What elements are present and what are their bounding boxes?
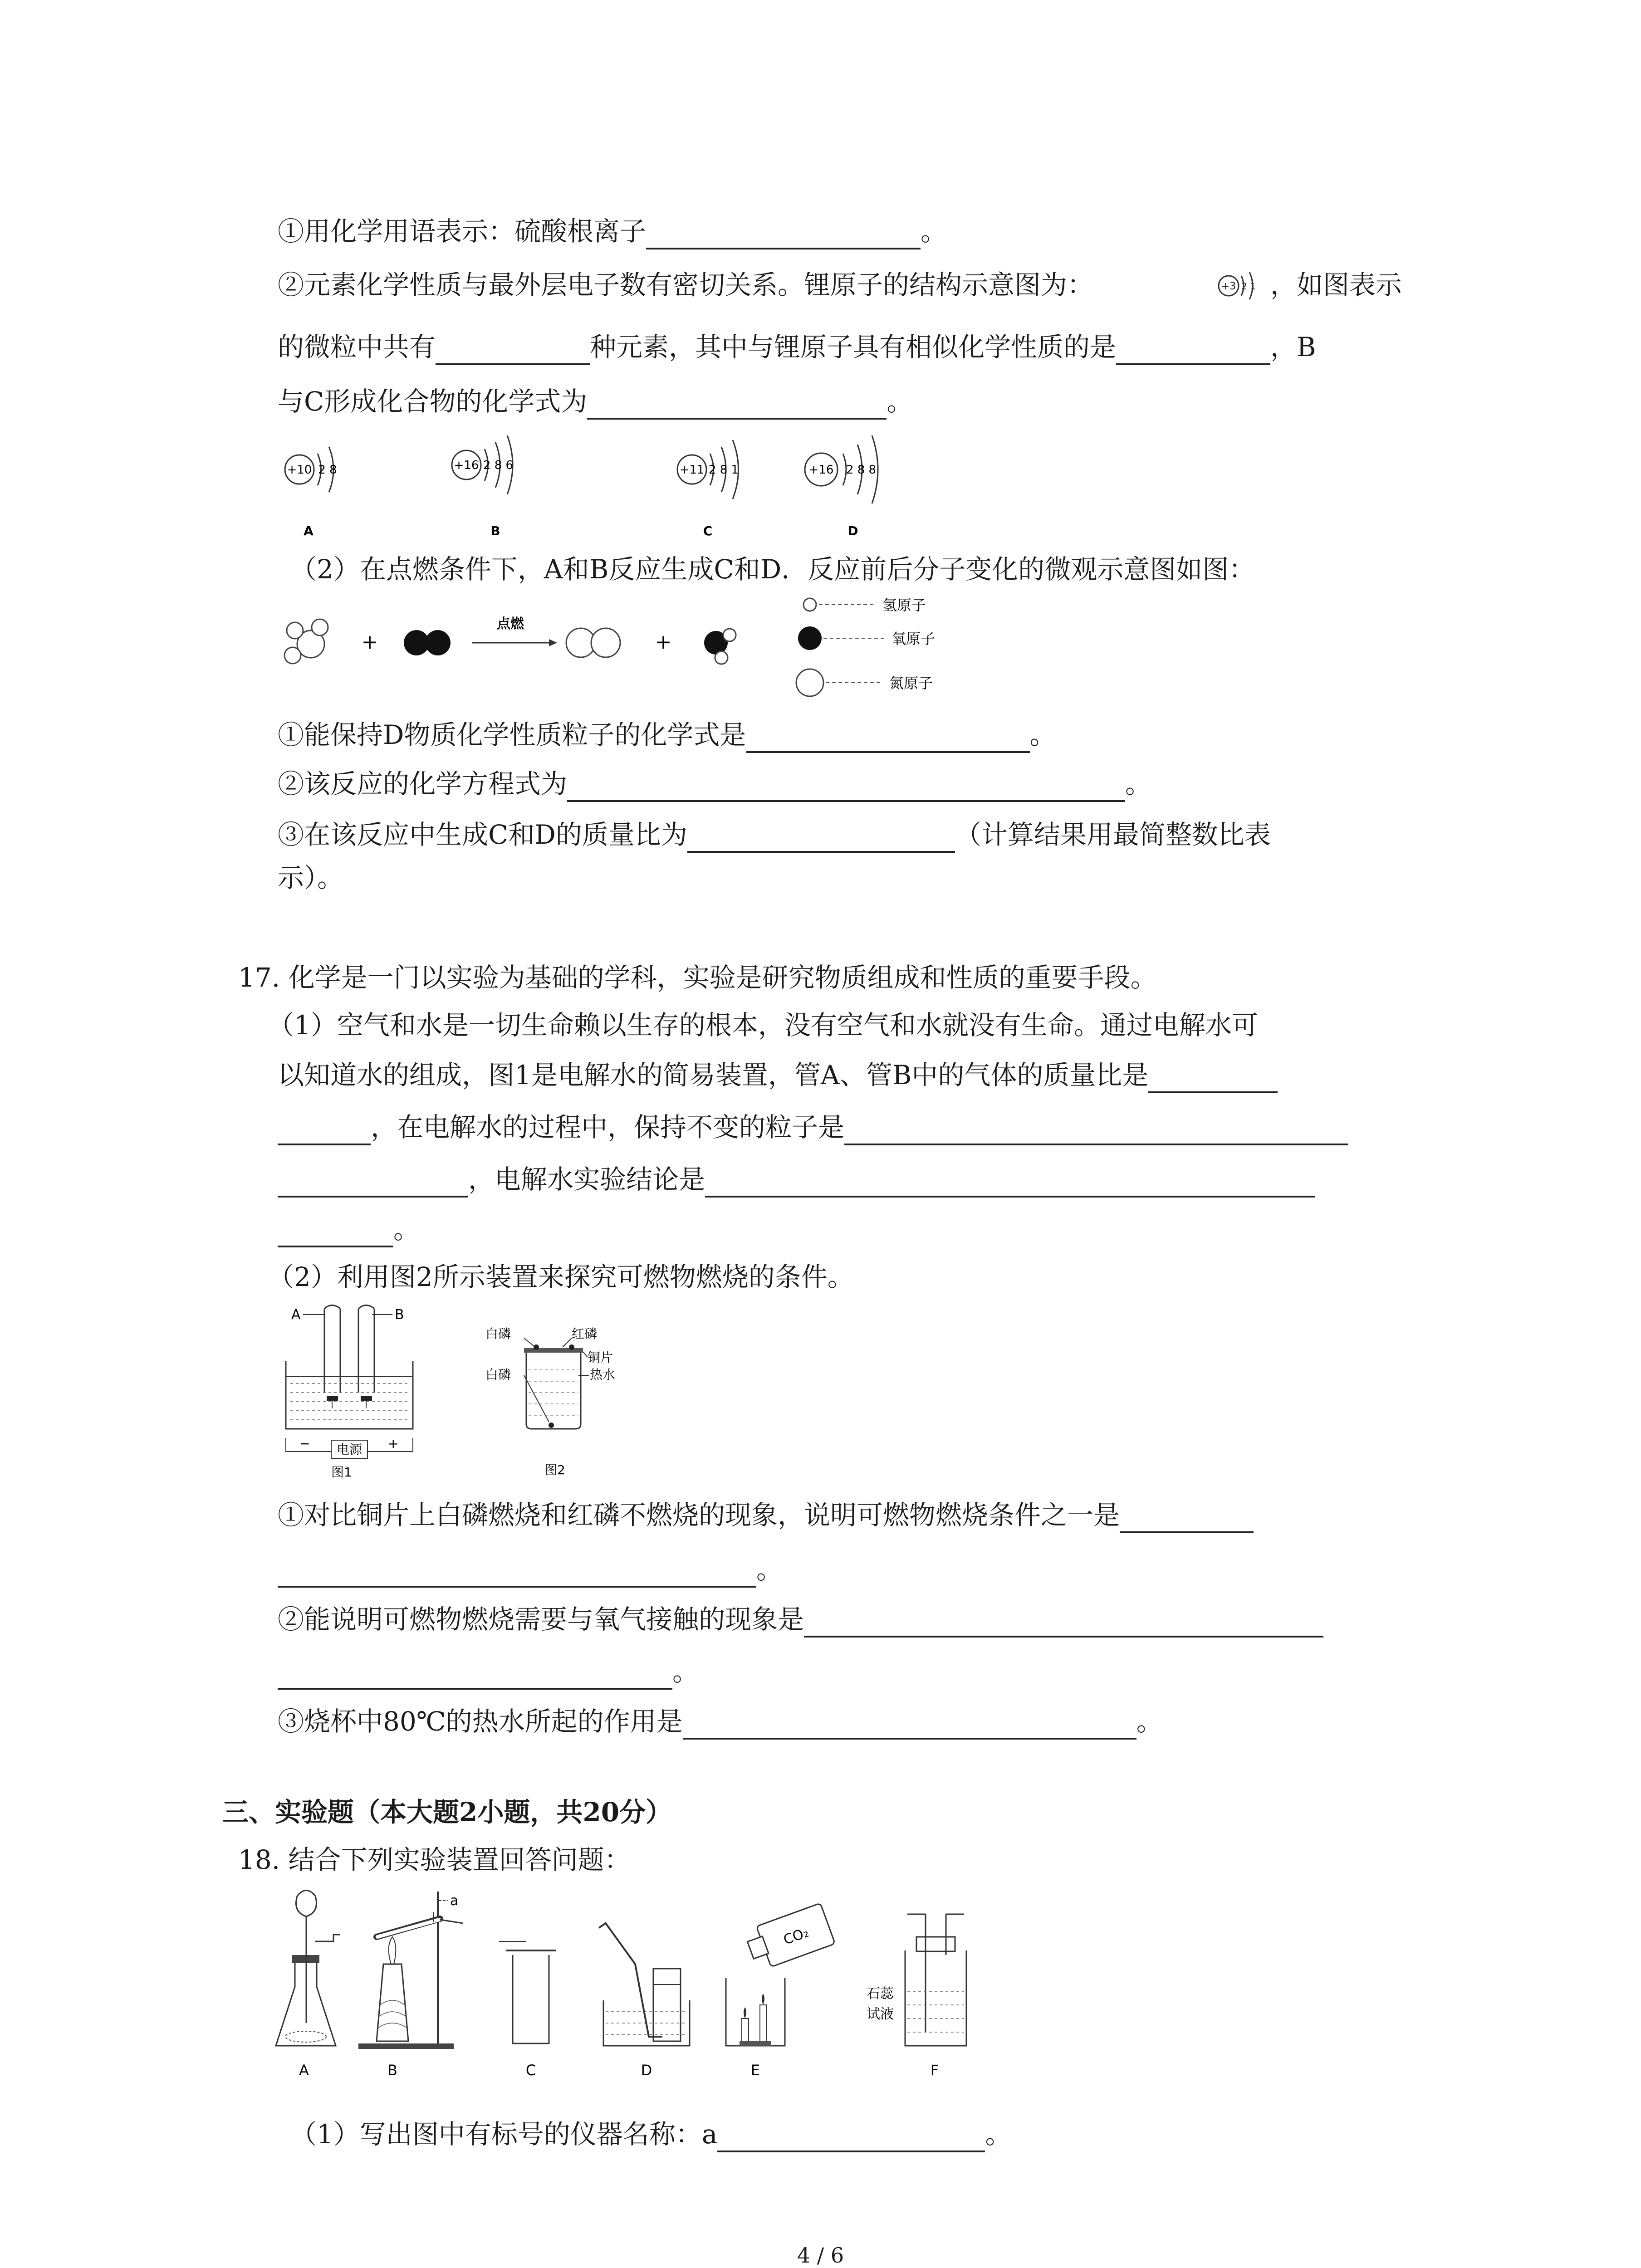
svg-text:B: B (387, 2062, 397, 2079)
lab-apparatus-diagram (272, 1887, 998, 2091)
svg-text:A: A (304, 523, 314, 538)
apparatus-E (726, 1903, 835, 2079)
svg-text:A: A (299, 2062, 309, 2079)
q17-p1d: ，电解水实验结论是 (278, 1161, 1315, 1198)
blank-d-formula[interactable] (746, 724, 1030, 753)
blank-conclusion-part2[interactable] (278, 1218, 393, 1247)
q17-p2: （2）利用图2所示装置来探究可燃物燃烧的条件。 (268, 1261, 854, 1292)
q16-part2: （2）在点燃条件下，A和B反应生成C和D．反应前后分子变化的微观示意图如图： (290, 554, 1255, 585)
reaction-diagram (272, 592, 998, 710)
blank-conclusion-part1[interactable] (705, 1168, 1315, 1198)
svg-text:热水: 热水 (590, 1367, 616, 1382)
q17-sub2: ②能说明可燃物燃烧需要与氧气接触的现象是 (278, 1601, 1323, 1637)
q18-p1: （1）写出图中有标号的仪器名称：a 。 (290, 2116, 1012, 2152)
apparatus-C (499, 1941, 556, 2079)
molecule-A (284, 619, 328, 664)
figure-1-electrolysis (281, 1302, 463, 1479)
q16-sub3: ③在该反应中生成C和D的质量比为 （计算结果用最简整数比表 (278, 816, 1271, 853)
q17-p1e: 。 (278, 1211, 420, 1247)
q16-line-3: 的微粒中共有 种元素，其中与锂原子具有相似化学性质的是 ，B (278, 329, 1316, 365)
molecule-D (704, 629, 736, 664)
molecule-B (404, 630, 451, 655)
svg-text:2 8: 2 8 (318, 463, 337, 477)
q18-stem: 18. 结合下列实验装置回答问题： (238, 1844, 631, 1875)
li-shells: 2 1 (1241, 281, 1256, 292)
svg-text:试液: 试液 (867, 2006, 894, 2022)
q16-sub3-cont: 示）。 (278, 862, 344, 893)
apparatus-D (599, 1923, 690, 2079)
blank-mass-ratio-ab-part1[interactable] (1148, 1064, 1278, 1093)
blank-mass-ratio-ab-part2[interactable] (278, 1116, 371, 1145)
q16-sub2: ②该反应的化学方程式为 。 (278, 766, 1151, 802)
apparatus-F (867, 1914, 966, 2079)
svg-text:+: + (361, 631, 378, 654)
q17-sub3: ③烧杯中80℃的热水所起的作用是 。 (278, 1703, 1163, 1740)
q16-l1-text: ①用化学用语表示：硫酸根离子 (278, 216, 647, 247)
svg-text:−: − (299, 1436, 310, 1451)
svg-text:红磷: 红磷 (572, 1326, 598, 1341)
q16-line-1: ①用化学用语表示：硫酸根离子 。 (278, 213, 947, 249)
section-3-title: 三、实验题（本大题2小题，共20分） (222, 1797, 672, 1828)
q17-p1b: 以知道水的组成，图1是电解水的简易装置，管A、管B中的气体的质量比是 (278, 1057, 1278, 1093)
svg-text:D: D (847, 523, 858, 538)
svg-text:C: C (703, 523, 713, 538)
svg-text:+: + (388, 1436, 399, 1451)
blank-combustion-condition-part2[interactable] (278, 1559, 756, 1588)
fig1-caption: 图1 (331, 1465, 352, 1479)
lithium-structure-diagram (1216, 268, 1266, 304)
svg-text:B: B (395, 1307, 404, 1323)
svg-text:氢原子: 氢原子 (882, 596, 926, 614)
fig2-caption: 图2 (544, 1462, 565, 1477)
page-number: 4 / 6 (797, 2243, 844, 2268)
blank-hot-water-role[interactable] (683, 1711, 1136, 1740)
blank-element-count[interactable] (436, 336, 590, 365)
svg-text:+: + (655, 631, 672, 654)
svg-text:白磷: 白磷 (485, 1367, 511, 1382)
blank-mass-ratio[interactable] (687, 824, 955, 853)
atom-C (677, 440, 739, 538)
svg-text:+16: +16 (454, 459, 479, 472)
apparatus-B (358, 1892, 463, 2079)
svg-text:E: E (750, 2062, 760, 2079)
svg-text:B: B (490, 523, 500, 538)
svg-text:铜片: 铜片 (588, 1350, 613, 1365)
blank-bc-formula[interactable] (587, 391, 887, 420)
svg-text:氮原子: 氮原子 (889, 675, 933, 692)
apparatus-A (276, 1891, 340, 2079)
svg-text:a: a (450, 1893, 459, 1909)
svg-text:F: F (930, 2062, 939, 2079)
svg-text:2 8 6: 2 8 6 (483, 459, 514, 472)
blank-sulfate-ion[interactable] (646, 220, 921, 249)
svg-text:2 8 8: 2 8 8 (846, 463, 877, 477)
svg-text:石蕊: 石蕊 (867, 1986, 894, 2002)
atom-B (452, 435, 513, 538)
q16-line-4: 与C形成化合物的化学式为 。 (278, 383, 913, 420)
atom-A (285, 447, 337, 538)
svg-text:C: C (525, 2062, 536, 2079)
blank-equation[interactable] (567, 773, 1125, 802)
svg-text:+16: +16 (808, 463, 834, 477)
svg-text:CO₂: CO₂ (781, 1924, 811, 1948)
blank-instrument-a[interactable] (717, 2123, 985, 2152)
blank-unchanged-particles-part2[interactable] (278, 1168, 468, 1198)
q17-sub1-cont: 。 (278, 1551, 783, 1588)
molecule-C (566, 628, 620, 657)
q17-sub2-cont: 。 (278, 1653, 699, 1690)
li-nucleus: +3 (1221, 281, 1236, 292)
figure-2-combustion (481, 1320, 631, 1479)
q16-line-2b: ，如图表示 (1270, 269, 1402, 300)
svg-text:A: A (291, 1307, 301, 1323)
q17-sub1: ①对比铜片上白磷燃烧和红磷不燃烧的现象，说明可燃物燃烧条件之一是 (278, 1497, 1254, 1533)
svg-text:+10: +10 (287, 463, 312, 477)
blank-combustion-condition-part1[interactable] (1120, 1504, 1254, 1533)
q16-sub1: ①能保持D物质化学性质粒子的化学式是 。 (278, 717, 1056, 753)
svg-text:+11: +11 (679, 463, 705, 477)
atom-D (805, 435, 878, 538)
q17-stem: 17. 化学是一门以实验为基础的学科，实验是研究物质组成和性质的重要手段。 (238, 962, 1157, 993)
blank-oxygen-phenomenon-part1[interactable] (804, 1608, 1323, 1637)
blank-similar-to-lithium[interactable] (1116, 336, 1270, 365)
blank-oxygen-phenomenon-part2[interactable] (278, 1661, 672, 1690)
q16-line-2: ②元素化学性质与最外层电子数有密切关系。锂原子的结构示意图为： (278, 269, 1094, 300)
svg-text:电源: 电源 (336, 1442, 362, 1457)
svg-text:2 8 1: 2 8 1 (708, 463, 739, 477)
legend (796, 596, 935, 696)
svg-text:白磷: 白磷 (485, 1326, 511, 1341)
svg-text:氧原子: 氧原子 (892, 630, 936, 647)
blank-unchanged-particles-part1[interactable] (844, 1116, 1348, 1145)
q17-p1c: ，在电解水的过程中，保持不变的粒子是 (278, 1109, 1348, 1145)
reaction-condition: 点燃 (497, 616, 524, 632)
atom-diagrams (272, 426, 953, 549)
svg-text:D: D (641, 2062, 652, 2079)
q17-p1a: （1）空气和水是一切生命赖以生存的根本，没有空气和水就没有生命。通过电解水可 (268, 1010, 1258, 1041)
